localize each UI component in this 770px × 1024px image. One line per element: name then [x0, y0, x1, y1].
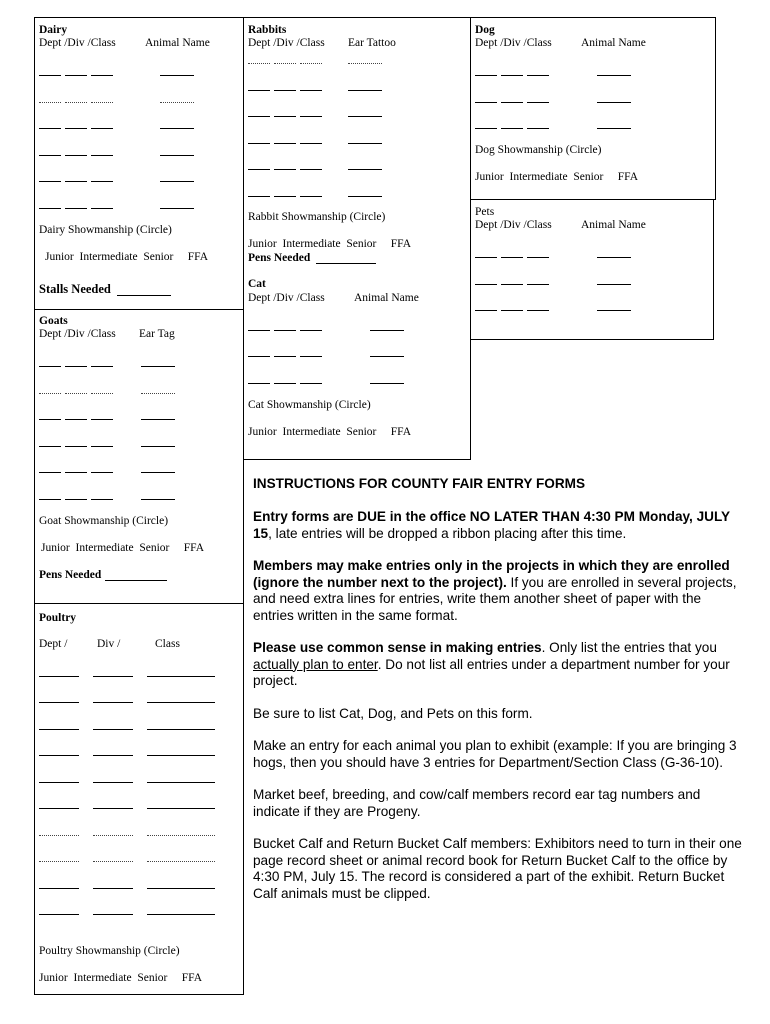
cat-showmanship: Cat Showmanship (Circle): [248, 399, 371, 411]
entry-blank-line[interactable]: [300, 169, 322, 170]
entry-blank-line[interactable]: [39, 155, 61, 156]
entry-blank-line[interactable]: [65, 499, 87, 500]
entry-blank-line[interactable]: [93, 676, 133, 677]
entry-blank-line[interactable]: [527, 284, 549, 285]
entry-blank-line[interactable]: [39, 782, 79, 783]
entry-blank-line[interactable]: [65, 393, 87, 394]
entry-blank-line[interactable]: [141, 419, 175, 420]
entry-blank-line[interactable]: [93, 888, 133, 889]
poultry-col-dept: Dept /: [39, 638, 68, 650]
entry-blank-line[interactable]: [274, 63, 296, 64]
pets-section: [470, 199, 714, 340]
entry-blank-line[interactable]: [160, 128, 194, 129]
cat-col-dept: Dept /Div /Class: [248, 292, 325, 304]
entry-blank-line[interactable]: [141, 499, 175, 500]
goat-levels[interactable]: Junior Intermediate Senior FFA: [41, 542, 204, 554]
entry-blank-line[interactable]: [39, 888, 79, 889]
entry-blank-line[interactable]: [527, 310, 549, 311]
instructions-para-bucket-calf: Bucket Calf and Return Bucket Calf members: Exhibitors need to turn in their one page record sheet or animal record book for Return Bucket Calf to the office by 4:30 PM, July 15. The record is considered a part of the exhibit. Return Bucket Calf animals must be clipped.: [253, 836, 742, 901]
entry-blank-line[interactable]: [93, 914, 133, 915]
rabbit-pens-line[interactable]: [316, 263, 376, 264]
dairy-title: Dairy: [39, 24, 68, 36]
entry-blank-line[interactable]: [475, 75, 497, 76]
entry-blank-line[interactable]: [348, 143, 382, 144]
entry-blank-line[interactable]: [147, 755, 215, 756]
rabbits-section: [243, 17, 471, 460]
dog-showmanship: Dog Showmanship (Circle): [475, 144, 602, 156]
entry-blank-line[interactable]: [147, 888, 215, 889]
dairy-stalls-line[interactable]: [117, 295, 171, 296]
entry-blank-line[interactable]: [274, 169, 296, 170]
entry-blank-line[interactable]: [475, 284, 497, 285]
poultry-section: [34, 603, 244, 995]
entry-blank-line[interactable]: [147, 835, 215, 836]
entry-blank-line[interactable]: [248, 383, 270, 384]
entry-blank-line[interactable]: [274, 196, 296, 197]
goats-col-dept: Dept /Div /Class: [39, 328, 116, 340]
entry-blank-line[interactable]: [91, 366, 113, 367]
entry-blank-line[interactable]: [141, 366, 175, 367]
goats-col-tag: Ear Tag: [139, 328, 175, 340]
entry-blank-line[interactable]: [348, 116, 382, 117]
entry-blank-line[interactable]: [370, 330, 404, 331]
entry-blank-line[interactable]: [91, 446, 113, 447]
entry-blank-line[interactable]: [597, 284, 631, 285]
entry-blank-line[interactable]: [39, 181, 61, 182]
entry-blank-line[interactable]: [93, 782, 133, 783]
instructions-para-example: Make an entry for each animal you plan to exhibit (example: If you are bringing 3 hogs, then you should have 3 entries for Department/Section Class (G-36-10).: [253, 738, 737, 770]
entry-blank-line[interactable]: [147, 702, 215, 703]
instructions-para-common-sense: [253, 640, 745, 690]
entry-blank-line[interactable]: [141, 472, 175, 473]
entry-blank-line[interactable]: [91, 393, 113, 394]
rabbit-pens-label: Pens Needed: [248, 252, 311, 264]
entry-blank-line[interactable]: [65, 181, 87, 182]
entry-blank-line[interactable]: [65, 366, 87, 367]
due-date-bold: Entry forms are DUE in the office NO LATER THAN 4:30 PM Monday, JULY 15: [253, 509, 730, 541]
entry-blank-line[interactable]: [39, 393, 61, 394]
entry-blank-line[interactable]: [91, 75, 113, 76]
entry-blank-line[interactable]: [39, 128, 61, 129]
entry-blank-line[interactable]: [91, 499, 113, 500]
dairy-levels[interactable]: Junior Intermediate Senior FFA: [45, 251, 208, 263]
entry-blank-line[interactable]: [597, 102, 631, 103]
common-sense-bold: Please use common sense in making entries: [253, 640, 542, 655]
entry-blank-line[interactable]: [501, 284, 523, 285]
entry-blank-line[interactable]: [597, 257, 631, 258]
rabbit-showmanship: Rabbit Showmanship (Circle): [248, 211, 386, 223]
entry-blank-line[interactable]: [248, 143, 270, 144]
entry-blank-line[interactable]: [300, 90, 322, 91]
entry-blank-line[interactable]: [147, 729, 215, 730]
goats-section: [34, 309, 244, 604]
entry-blank-line[interactable]: [91, 419, 113, 420]
entry-blank-line[interactable]: [475, 257, 497, 258]
entry-blank-line[interactable]: [39, 861, 79, 862]
entry-blank-line[interactable]: [65, 446, 87, 447]
entry-blank-line[interactable]: [248, 169, 270, 170]
instructions-para-market-beef: Market beef, breeding, and cow/calf members record ear tag numbers and indicate if they are Progeny.: [253, 787, 701, 819]
entry-blank-line[interactable]: [93, 861, 133, 862]
entry-blank-line[interactable]: [501, 128, 523, 129]
dairy-section: [34, 17, 244, 310]
entry-blank-line[interactable]: [147, 808, 215, 809]
entry-blank-line[interactable]: [39, 75, 61, 76]
rabbits-col-tattoo: Ear Tattoo: [348, 37, 396, 49]
common-sense-mid: . Only list the entries that you: [541, 640, 717, 655]
entry-blank-line[interactable]: [501, 257, 523, 258]
entry-blank-line[interactable]: [39, 419, 61, 420]
entry-blank-line[interactable]: [274, 143, 296, 144]
entry-blank-line[interactable]: [91, 472, 113, 473]
entry-blank-line[interactable]: [300, 356, 322, 357]
instructions-para-due: [253, 509, 745, 542]
enrolled-rest: If you are enrolled in several projects, and need extra lines for entries, write them another sheet of paper with the entries written in the same format.: [253, 574, 737, 623]
due-date-rest: , late entries will be dropped a ribbon placing after this time.: [268, 525, 627, 541]
enrolled-bold: Members may make entries only in the projects in which they are enrolled (ignore the number next to the project).: [253, 558, 730, 590]
pets-col-dept: Dept /Div /Class: [475, 219, 552, 231]
entry-blank-line[interactable]: [65, 419, 87, 420]
dog-levels[interactable]: Junior Intermediate Senior FFA: [475, 171, 638, 183]
entry-blank-line[interactable]: [475, 128, 497, 129]
entry-blank-line[interactable]: [160, 75, 194, 76]
entry-blank-line[interactable]: [597, 128, 631, 129]
entry-blank-line[interactable]: [141, 446, 175, 447]
dog-section: [470, 17, 716, 200]
entry-blank-line[interactable]: [65, 75, 87, 76]
cat-levels[interactable]: Junior Intermediate Senior FFA: [248, 426, 411, 438]
goat-showmanship: Goat Showmanship (Circle): [39, 515, 169, 527]
entry-blank-line[interactable]: [300, 383, 322, 384]
entry-blank-line[interactable]: [248, 196, 270, 197]
entry-blank-line[interactable]: [248, 116, 270, 117]
entry-blank-line[interactable]: [597, 75, 631, 76]
entry-blank-line[interactable]: [93, 729, 133, 730]
entry-blank-line[interactable]: [93, 835, 133, 836]
entry-blank-line[interactable]: [475, 310, 497, 311]
entry-blank-line[interactable]: [348, 63, 382, 64]
poultry-col-class: Class: [155, 638, 180, 650]
entry-blank-line[interactable]: [274, 383, 296, 384]
entry-blank-line[interactable]: [248, 63, 270, 64]
entry-blank-line[interactable]: [65, 128, 87, 129]
dog-title: Dog: [475, 24, 495, 36]
entry-blank-line[interactable]: [93, 755, 133, 756]
entry-blank-line[interactable]: [300, 143, 322, 144]
entry-blank-line[interactable]: [527, 257, 549, 258]
entry-blank-line[interactable]: [274, 90, 296, 91]
entry-blank-line[interactable]: [300, 196, 322, 197]
entry-blank-line[interactable]: [160, 102, 194, 103]
entry-blank-line[interactable]: [91, 208, 113, 209]
entry-blank-line[interactable]: [39, 472, 61, 473]
entry-blank-line[interactable]: [348, 90, 382, 91]
entry-blank-line[interactable]: [147, 861, 215, 862]
rabbits-col-dept: Dept /Div /Class: [248, 37, 325, 49]
poultry-showmanship: Poultry Showmanship (Circle): [39, 945, 180, 957]
instructions-para-list: Be sure to list Cat, Dog, and Pets on this form.: [253, 706, 533, 721]
entry-blank-line[interactable]: [248, 356, 270, 357]
goats-title: Goats: [39, 315, 68, 327]
entry-blank-line[interactable]: [248, 330, 270, 331]
entry-blank-line[interactable]: [597, 310, 631, 311]
pets-col-name: Animal Name: [581, 219, 646, 231]
entry-blank-line[interactable]: [348, 169, 382, 170]
entry-blank-line[interactable]: [300, 330, 322, 331]
dairy-showmanship: Dairy Showmanship (Circle): [39, 224, 172, 236]
poultry-levels[interactable]: Junior Intermediate Senior FFA: [39, 972, 202, 984]
dairy-stalls-label: Stalls Needed: [39, 282, 111, 296]
entry-blank-line[interactable]: [65, 472, 87, 473]
entry-blank-line[interactable]: [65, 155, 87, 156]
entry-blank-line[interactable]: [91, 181, 113, 182]
entry-blank-line[interactable]: [300, 116, 322, 117]
common-sense-rest: . Do not list all entries under a department number for your project.: [253, 656, 730, 688]
cat-col-name: Animal Name: [354, 292, 419, 304]
entry-blank-line[interactable]: [248, 90, 270, 91]
entry-blank-line[interactable]: [39, 676, 79, 677]
dog-col-dept: Dept /Div /Class: [475, 37, 552, 49]
entry-blank-line[interactable]: [141, 393, 175, 394]
entry-blank-line[interactable]: [39, 755, 79, 756]
entry-blank-line[interactable]: [370, 356, 404, 357]
entry-blank-line[interactable]: [147, 676, 215, 677]
entry-blank-line[interactable]: [527, 75, 549, 76]
entry-blank-line[interactable]: [91, 155, 113, 156]
entry-blank-line[interactable]: [39, 499, 61, 500]
entry-blank-line[interactable]: [370, 383, 404, 384]
rabbit-levels[interactable]: Junior Intermediate Senior FFA: [248, 238, 411, 250]
entry-blank-line[interactable]: [39, 835, 79, 836]
entry-blank-line[interactable]: [160, 181, 194, 182]
common-sense-underline: actually plan to enter: [253, 656, 378, 672]
entry-blank-line[interactable]: [160, 155, 194, 156]
dog-col-name: Animal Name: [581, 37, 646, 49]
entry-blank-line[interactable]: [39, 102, 61, 103]
pets-title: Pets: [475, 206, 495, 218]
entry-blank-line[interactable]: [475, 102, 497, 103]
entry-blank-line[interactable]: [501, 310, 523, 311]
entry-blank-line[interactable]: [91, 128, 113, 129]
entry-blank-line[interactable]: [39, 808, 79, 809]
entry-blank-line[interactable]: [147, 914, 215, 915]
entry-blank-line[interactable]: [93, 808, 133, 809]
instructions-block: [253, 476, 745, 916]
entry-blank-line[interactable]: [274, 116, 296, 117]
entry-blank-line[interactable]: [274, 356, 296, 357]
entry-blank-line[interactable]: [93, 702, 133, 703]
goat-pens-label: Pens Needed: [39, 569, 102, 581]
entry-blank-line[interactable]: [65, 208, 87, 209]
entry-blank-line[interactable]: [501, 75, 523, 76]
entry-blank-line[interactable]: [65, 102, 87, 103]
entry-blank-line[interactable]: [39, 366, 61, 367]
dairy-col-dept: Dept /Div /Class: [39, 37, 116, 49]
entry-blank-line[interactable]: [91, 102, 113, 103]
instructions-para-enrolled: [253, 558, 745, 624]
entry-blank-line[interactable]: [527, 128, 549, 129]
entry-blank-line[interactable]: [348, 196, 382, 197]
dairy-col-name: Animal Name: [145, 37, 210, 49]
entry-blank-line[interactable]: [501, 102, 523, 103]
entry-blank-line[interactable]: [39, 702, 79, 703]
entry-blank-line[interactable]: [39, 208, 61, 209]
entry-blank-line[interactable]: [300, 63, 322, 64]
instructions-title: INSTRUCTIONS FOR COUNTY FAIR ENTRY FORMS: [253, 476, 586, 491]
poultry-col-div: Div /: [97, 638, 121, 650]
entry-blank-line[interactable]: [39, 914, 79, 915]
goat-pens-line[interactable]: [105, 580, 167, 581]
entry-blank-line[interactable]: [527, 102, 549, 103]
poultry-title: Poultry: [39, 612, 77, 624]
entry-blank-line[interactable]: [39, 729, 79, 730]
entry-blank-line[interactable]: [274, 330, 296, 331]
rabbits-title: Rabbits: [248, 24, 287, 36]
cat-title: Cat: [248, 278, 266, 290]
entry-blank-line[interactable]: [147, 782, 215, 783]
entry-blank-line[interactable]: [160, 208, 194, 209]
entry-blank-line[interactable]: [39, 446, 61, 447]
